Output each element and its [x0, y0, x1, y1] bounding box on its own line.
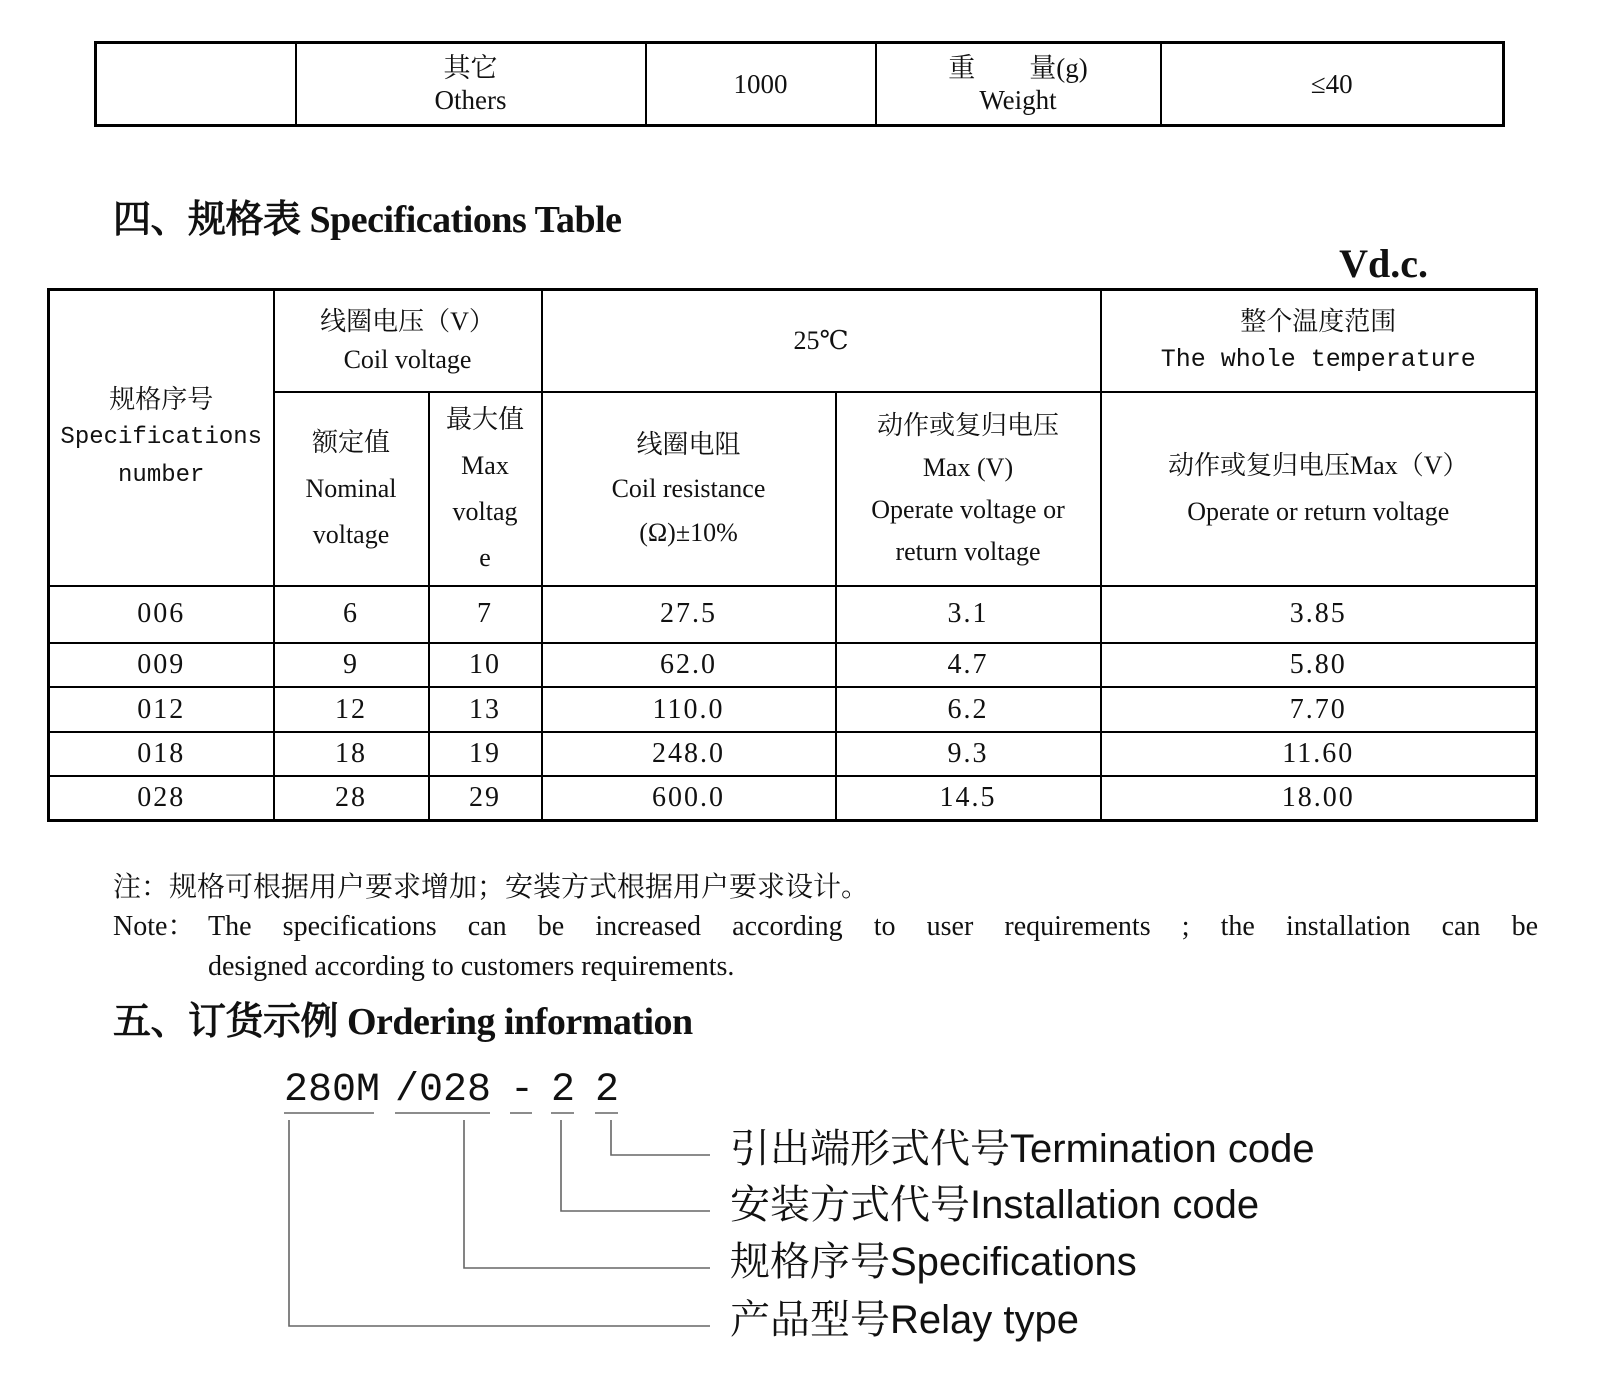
others-value: 1000 [646, 43, 876, 126]
others-en: Others [434, 85, 507, 115]
unit-label: Vd.c. [1339, 241, 1428, 286]
code-relay-type: 280M [284, 1068, 381, 1113]
connector-spec [464, 1120, 710, 1268]
legend-termination: 引出端形式代号Termination code [730, 1127, 1315, 1171]
weight-en: Weight [979, 85, 1057, 115]
operate-voltage-whole: 5.80 [1101, 643, 1537, 687]
spec-number: 012 [49, 687, 274, 731]
header-25c: 25℃ [542, 290, 1101, 393]
legend-relay: 产品型号Relay type [730, 1298, 1079, 1342]
operate-voltage: 9.3 [836, 732, 1101, 776]
header-op-en2: return voltage [895, 536, 1041, 566]
code-spec-number: /028 [395, 1068, 492, 1113]
weight-cn: 重 量(g) [948, 53, 1088, 83]
nominal-voltage: 12 [274, 687, 429, 731]
header-spec-cn: 规格序号 [109, 384, 214, 414]
operate-voltage-whole: 11.60 [1101, 732, 1537, 776]
max-voltage: 19 [429, 732, 542, 776]
header-whole-en: The whole temperature [1160, 345, 1476, 375]
max-voltage: 29 [429, 776, 542, 820]
legend-spec: 规格序号Specifications [730, 1240, 1137, 1284]
max-voltage: 10 [429, 643, 542, 687]
header-coil-cn: 线圈电压（V） [320, 307, 495, 337]
connector-installation [561, 1120, 710, 1211]
nominal-voltage: 18 [274, 732, 429, 776]
max-voltage: 7 [429, 586, 542, 643]
weight-value: ≤40 [1161, 43, 1504, 126]
operate-voltage: 6.2 [836, 687, 1101, 731]
connector-termination [611, 1120, 710, 1155]
spec-number: 028 [49, 776, 274, 820]
header-max-cn: 最大值 [445, 404, 524, 434]
header-nominal-en1: Nominal [305, 473, 397, 503]
section-5-title: 五、订货示例 Ordering information [113, 1001, 693, 1043]
spec-number: 018 [49, 732, 274, 776]
coil-resistance: 27.5 [542, 586, 836, 643]
header-max-en1: Max [461, 450, 509, 480]
operate-voltage-whole: 7.70 [1101, 687, 1537, 731]
note-en-line1: The specifications can be increased according to user requirements ; the installation can be [208, 911, 1538, 942]
header-max-en2: voltag [452, 496, 518, 526]
operate-voltage-whole: 18.00 [1101, 776, 1537, 820]
header-op2-en: Operate or return voltage [1187, 496, 1450, 526]
note-en-line2: designed according to customers requirements. [208, 951, 735, 982]
coil-resistance: 62.0 [542, 643, 836, 687]
coil-resistance: 600.0 [542, 776, 836, 820]
nominal-voltage: 9 [274, 643, 429, 687]
note-en-label: Note： [113, 911, 196, 942]
header-whole-cn: 整个温度范围 [1240, 307, 1397, 337]
operate-voltage: 4.7 [836, 643, 1101, 687]
header-op-max: Max (V) [922, 452, 1014, 482]
header-spec-en2: number [118, 461, 205, 489]
header-nominal-cn: 额定值 [311, 427, 390, 457]
header-res-tol: (Ω)±10% [639, 517, 738, 547]
header-coil-en: Coil voltage [343, 345, 472, 375]
header-op-cn: 动作或复归电压 [876, 410, 1059, 440]
connector-relay [289, 1120, 710, 1326]
code-dash: - [510, 1068, 535, 1113]
operate-voltage: 3.1 [836, 586, 1101, 643]
coil-resistance: 110.0 [542, 687, 836, 731]
nominal-voltage: 28 [274, 776, 429, 820]
spec-number: 009 [49, 643, 274, 687]
header-nominal-en2: voltage [312, 519, 390, 549]
max-voltage: 13 [429, 687, 542, 731]
legend-installation: 安装方式代号Installation code [730, 1183, 1260, 1227]
section-4-title: 四、规格表 Specifications Table [113, 199, 622, 241]
nominal-voltage: 6 [274, 586, 429, 643]
code-termination: 2 [595, 1068, 620, 1113]
header-op2-cn: 动作或复归电压Max（V） [1168, 450, 1469, 480]
header-op-en1: Operate voltage or [871, 494, 1065, 524]
header-res-cn: 线圈电阻 [636, 429, 741, 459]
note-cn: 注：规格可根据用户要求增加；安装方式根据用户要求设计。 [113, 872, 870, 903]
code-installation: 2 [551, 1068, 576, 1113]
coil-resistance: 248.0 [542, 732, 836, 776]
operate-voltage: 14.5 [836, 776, 1101, 820]
others-cn: 其它 [443, 53, 498, 83]
header-max-en3: e [479, 542, 491, 572]
header-res-en: Coil resistance [611, 473, 766, 503]
spec-number: 006 [49, 586, 274, 643]
operate-voltage-whole: 3.85 [1101, 586, 1537, 643]
header-spec-en1: Specifications [60, 423, 263, 451]
